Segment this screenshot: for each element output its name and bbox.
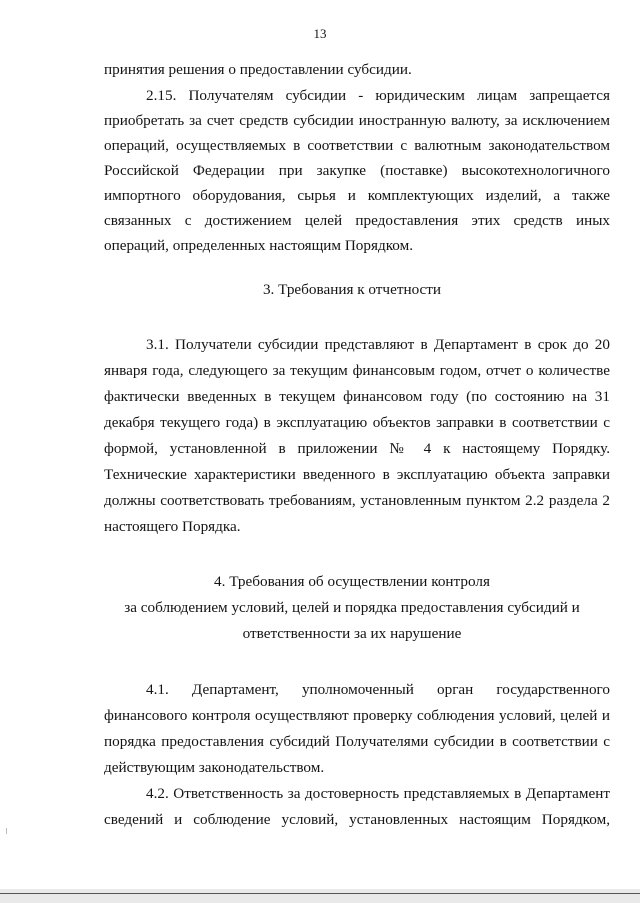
text-line: 3.1. Получатели субсидии представляют в Департамент в срок до 20 (146, 336, 610, 353)
text-line: Технические характеристики введенного в эксплуатацию объекта заправки (104, 466, 610, 483)
text-line: Российской Федерации при закупке (поставке) высокотехнологичного (104, 162, 610, 179)
text-line: сведений и соблюдение условий, установленных настоящим Порядком, (104, 811, 610, 828)
text-line: импортного оборудования, сырья и комплектующих изделий, а также (104, 187, 610, 204)
text-line: 4.1. Департамент, уполномоченный орган государственного (146, 681, 610, 698)
text-line: 2.15. Получателям субсидии - юридическим лицам запрещается (146, 87, 610, 104)
section-heading: 3. Требования к отчетности (262, 281, 442, 298)
text-line: формой, установленной в приложении № 4 к настоящему Порядку. (104, 440, 610, 457)
text-line: декабря текущего года) в эксплуатацию объектов заправки в соответствии с (104, 414, 610, 431)
text-line: приобретать за счет средств субсидии иностранную валюту, за исключением (104, 112, 610, 129)
text-line: января года, следующего за текущим финансовым годом, отчет о количестве (104, 362, 610, 379)
text-line: 4.2. Ответственность за достоверность представляемых в Департамент (146, 785, 610, 802)
page-number: 13 (313, 26, 327, 41)
text-line: фактически введенных в текущем финансовом году (по состоянию на 31 (104, 388, 610, 405)
text-line: действующим законодательством. (104, 759, 325, 776)
text-line: должны соответствовать требованиям, установленным пунктом 2.2 раздела 2 (104, 492, 610, 509)
text-line: принятия решения о предоставлении субсидии. (104, 61, 412, 78)
text-line: порядка предоставления субсидий Получателями субсидии в соответствии с (104, 733, 610, 750)
text-line: операций, осуществляемых в соответствии с валютным законодательством (104, 137, 610, 154)
text-line: операций, определенных настоящим Порядком. (104, 237, 414, 254)
section-heading: за соблюдением условий, целей и порядка предоставления субсидий и (124, 599, 580, 616)
text-line: настоящего Порядка. (104, 518, 241, 535)
scan-mark (6, 828, 7, 834)
section-heading: ответственности за их нарушение (242, 625, 462, 642)
text-line: связанных с достижением целей предоставления этих средств иных (104, 212, 610, 229)
text-line: финансового контроля осуществляют проверку соблюдения условий, целей и (104, 707, 610, 724)
section-heading: 4. Требования об осуществлении контроля (214, 573, 490, 590)
page-bottom-edge (0, 889, 640, 903)
